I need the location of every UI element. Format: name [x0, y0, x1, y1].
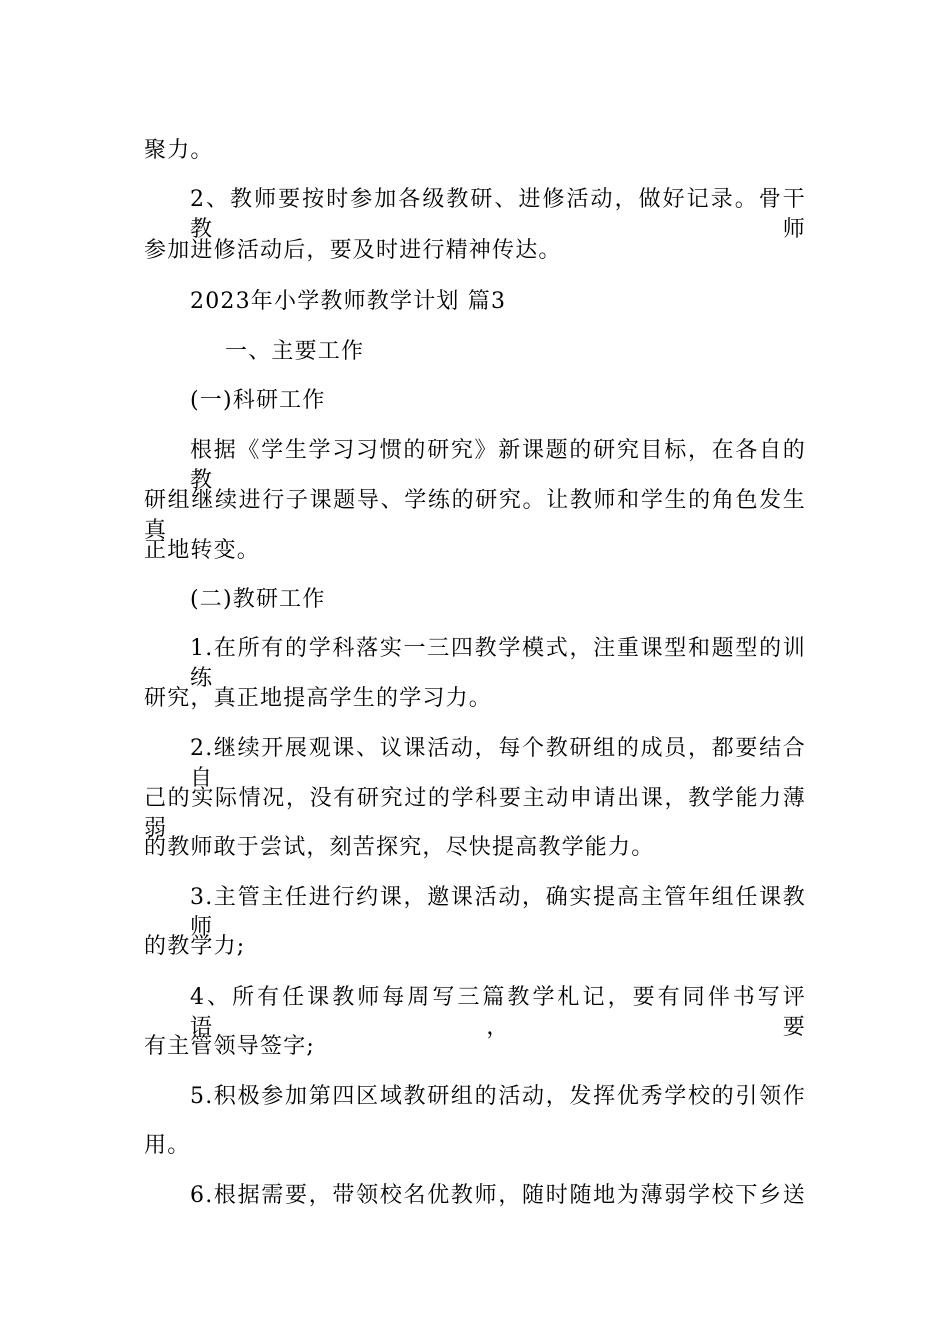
paragraph-line: 3.主管主任进行约课，邀课活动，确实提高主管年组任课教师 [190, 885, 806, 940]
paragraph-line: 参加进修活动后，要及时进行精神传达。 [144, 238, 562, 263]
paragraph-line: 聚力。 [144, 138, 214, 163]
section-heading: 一、主要工作 [225, 339, 365, 364]
paragraph-line: 2.继续开展观课、议课活动，每个教研组的成员，都要结合自 [190, 736, 806, 791]
paragraph-line: 用。 [144, 1133, 191, 1158]
paragraph-line: 的教学力; [144, 934, 246, 959]
paragraph-line: 根据《学生学习习惯的研究》新课题的研究目标，在各自的教 [190, 438, 806, 493]
subsection-heading: (二)教研工作 [190, 587, 326, 612]
paragraph-line: 的教师敢于尝试，刻苦探究，尽快提高教学能力。 [144, 835, 655, 860]
paragraph-line: 研究，真正地提高学生的学习力。 [144, 686, 493, 711]
paragraph-line: 己的实际情况，没有研究过的学科要主动申请出课，教学能力薄弱 [144, 786, 806, 841]
paragraph-line: 5.积极参加第四区域教研组的活动，发挥优秀学校的引领作 [190, 1084, 806, 1109]
section-heading: 2023年小学教师教学计划 篇3 [190, 289, 507, 314]
paragraph-line: 4、所有任课教师每周写三篇教学札记，要有同伴书写评语，要 [190, 985, 806, 1040]
paragraph-line: 正地转变。 [144, 538, 261, 563]
subsection-heading: (一)科研工作 [190, 388, 326, 413]
paragraph-line: 研组继续进行子课题导、学练的研究。让教师和学生的角色发生真 [144, 488, 806, 543]
paragraph-line: 6.根据需要，带领校名优教师，随时随地为薄弱学校下乡送 [190, 1183, 806, 1208]
paragraph-line: 2、教师要按时参加各级教研、进修活动，做好记录。骨干教师 [190, 187, 806, 242]
paragraph-line: 1.在所有的学科落实一三四教学模式，注重课型和题型的训练 [190, 636, 806, 691]
paragraph-line: 有主管领导签字; [144, 1034, 316, 1059]
